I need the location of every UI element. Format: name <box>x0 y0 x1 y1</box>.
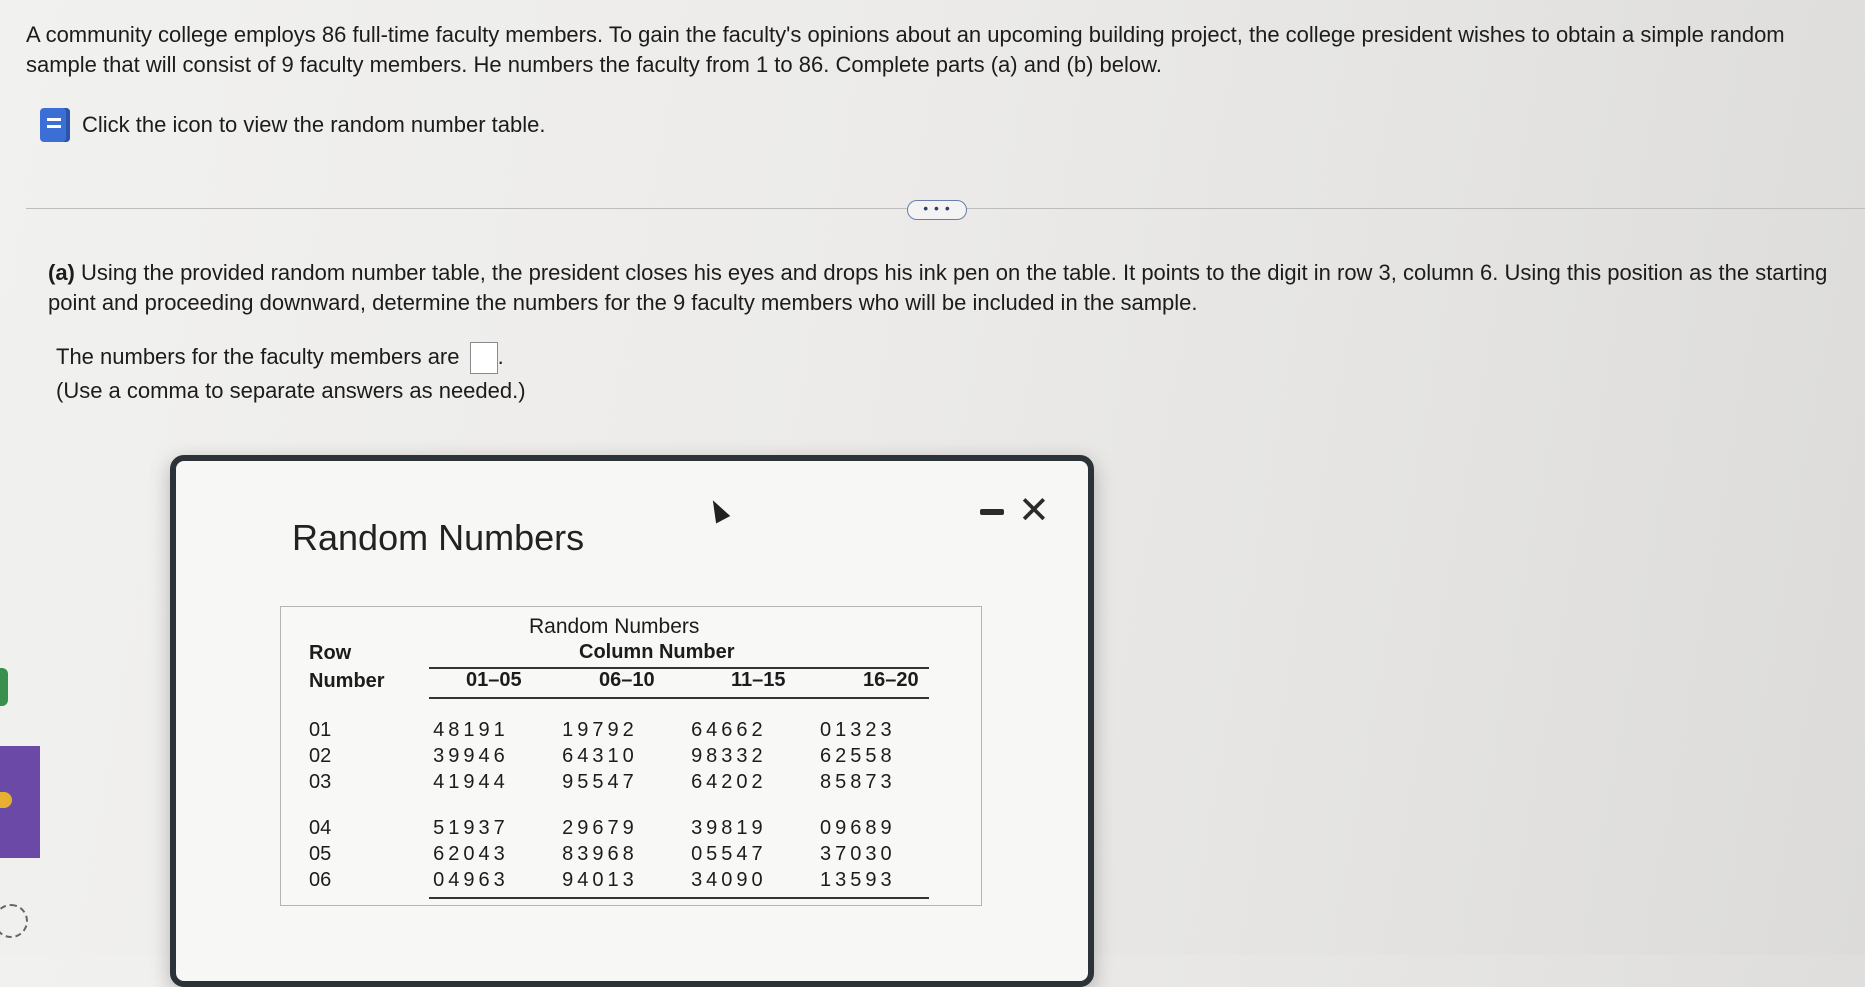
table-cell: 34090 <box>691 869 767 891</box>
table-row <box>309 841 949 867</box>
table-cell: 39946 <box>433 745 509 767</box>
answer-note: (Use a comma to separate answers as needed.) <box>56 378 526 403</box>
table-cell: 64202 <box>691 771 767 793</box>
col-header-2: 06–10 <box>599 669 655 691</box>
random-numbers-dialog <box>170 455 1094 987</box>
row-number: 05 <box>309 843 332 865</box>
random-number-table <box>280 606 982 906</box>
row-group-2 <box>309 815 949 893</box>
part-a-label: (a) <box>48 260 75 285</box>
part-a-text: Using the provided random number table, the president closes his eyes and drops his ink pen on the table. It points to the digit in row 3, column 6. Using this position as the starting point and proceeding downward, determine the numbers for the 9 faculty members who will be included in the sample. <box>48 260 1828 315</box>
mouse-cursor-icon <box>706 497 730 524</box>
table-row <box>309 815 949 841</box>
header-bottom-rule <box>429 697 929 699</box>
hint-text: Click the icon to view the random number table. <box>82 112 546 137</box>
side-tab-green[interactable] <box>0 668 8 706</box>
row-number: 03 <box>309 771 332 793</box>
part-a-question <box>48 258 1828 318</box>
loading-circle-icon <box>0 904 28 938</box>
table-row <box>309 743 949 769</box>
table-bottom-rule <box>429 897 929 899</box>
table-caption: Random Numbers <box>529 615 700 638</box>
table-cell: 09689 <box>820 817 896 839</box>
answer-input[interactable] <box>470 342 498 374</box>
table-cell: 39819 <box>691 817 767 839</box>
row-number: 02 <box>309 745 332 767</box>
table-cell: 48191 <box>433 719 509 741</box>
answer-suffix: . <box>497 344 504 369</box>
dialog-title: Random Numbers <box>292 517 585 558</box>
col-header-4: 16–20 <box>863 669 919 691</box>
table-cell: 62043 <box>433 843 509 865</box>
table-cell: 64310 <box>562 745 638 767</box>
table-cell: 98332 <box>691 745 767 767</box>
column-number-header: Column Number <box>579 641 735 663</box>
book-icon[interactable] <box>40 108 70 142</box>
row-group-1 <box>309 717 949 795</box>
random-table-hint[interactable] <box>40 108 545 142</box>
answer-prompt: The numbers for the faculty members are <box>56 344 460 369</box>
table-cell: 62558 <box>820 745 896 767</box>
row-header-line2: Number <box>309 670 385 692</box>
table-cell: 05547 <box>691 843 767 865</box>
table-cell: 04963 <box>433 869 509 891</box>
table-row <box>309 717 949 743</box>
problem-intro: A community college employs 86 full-time faculty members. To gain the faculty's opinions about an upcoming building project, the college president wishes to obtain a simple random sample that will consist of 9 faculty members. He numbers the faculty from 1 to 86. Complete parts (a) and (b) below. <box>26 22 1785 77</box>
table-cell: 94013 <box>562 869 638 891</box>
table-cell: 13593 <box>820 869 896 891</box>
table-cell: 85873 <box>820 771 896 793</box>
table-cell: 01323 <box>820 719 896 741</box>
table-cell: 19792 <box>562 719 638 741</box>
table-row <box>309 769 949 795</box>
table-cell: 41944 <box>433 771 509 793</box>
table-cell: 95547 <box>562 771 638 793</box>
row-number: 06 <box>309 869 332 891</box>
row-number: 01 <box>309 719 332 741</box>
table-cell: 29679 <box>562 817 638 839</box>
col-header-3: 11–15 <box>731 669 786 691</box>
table-cell: 83968 <box>562 843 638 865</box>
more-options-button[interactable]: • • • <box>907 200 967 220</box>
table-cell: 51937 <box>433 817 509 839</box>
answer-row <box>56 342 504 374</box>
row-number: 04 <box>309 817 332 839</box>
col-header-1: 01–05 <box>466 669 522 691</box>
table-cell: 37030 <box>820 843 896 865</box>
table-cell: 64662 <box>691 719 767 741</box>
table-row <box>309 867 949 893</box>
minimize-button[interactable] <box>980 509 1004 515</box>
row-number-header <box>309 639 385 695</box>
close-button[interactable]: ✕ <box>1018 490 1050 532</box>
row-header-line1: Row <box>309 642 352 664</box>
